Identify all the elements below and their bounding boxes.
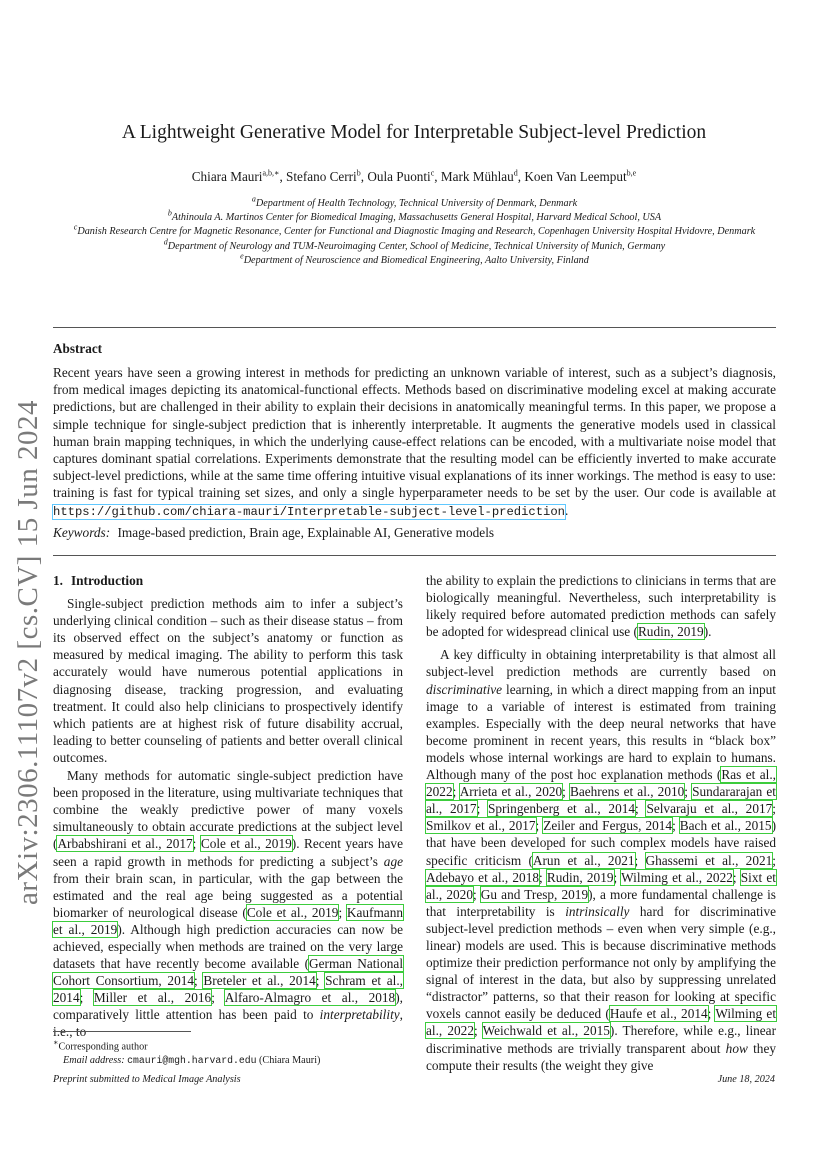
affiliation-text: Athinoula A. Martinos Center for Biomedical Imaging, Massachusetts General Hospital, Harvard Medical School, USA	[171, 212, 662, 224]
body-text: ;	[772, 852, 776, 868]
citation-link[interactable]: Ghassemi et al., 2021	[645, 852, 773, 868]
body-text: ;	[194, 973, 204, 989]
emphasis-text: interpretability	[319, 1007, 400, 1023]
body-text: Many methods for automatic single-subject prediction have been proposed in the literature, using multivariate techniques that combine the weakly predictive power of many voxels simultaneously to obtain accurate predictions at the subject level (	[53, 768, 403, 852]
body-text: they compute their results (the weight they give	[426, 1040, 777, 1073]
affiliation	[62, 208, 767, 225]
body-text: ;	[635, 801, 647, 817]
footer-date: June 18, 2024	[717, 1074, 775, 1085]
footnote-corresponding: Corresponding author	[58, 1041, 148, 1053]
affiliation	[62, 251, 767, 268]
body-text: ;	[535, 818, 544, 834]
affiliation-list	[62, 194, 767, 268]
citation-link[interactable]: Schram et al., 2014	[53, 973, 403, 1006]
body-text: ;	[672, 818, 680, 834]
body-text: ;	[192, 836, 201, 852]
footnote	[53, 1036, 413, 1068]
footnote-rule	[53, 1031, 191, 1032]
body-text: ;	[539, 869, 547, 885]
citation-link[interactable]: Sundararajan et al., 2017	[426, 784, 776, 817]
citation-link[interactable]: Miller et al., 2016	[93, 990, 212, 1006]
author-name: Chiara Mauri	[191, 169, 263, 184]
affiliation-mark: e	[240, 251, 244, 261]
author-list: Chiara Mauri$^{a,b,∗}$, Stefano Cerri$^b$, Oula Puonti$^c$, Mark Mühlau$^d$, Koen Van Leemput$^{b,e}$	[191, 168, 637, 184]
emphasis-text: age	[383, 853, 403, 869]
body-text: ).	[703, 624, 712, 640]
abstract-bottom-rule	[53, 555, 776, 556]
body-text: the ability to explain the predictions to clinicians in terms that are biologically meaningful. Nevertheless, such interpretability is likely required before automated prediction methods can safely be adopted for widespread clinical use (	[426, 573, 776, 640]
citation-link[interactable]: Cole et al., 2019	[200, 836, 292, 852]
author-affiliation-mark: b,e	[626, 168, 637, 178]
body-text: A key difficulty in obtaining interpretability is that almost all subject-level prediction methods are currently based on	[426, 647, 776, 680]
citation-link[interactable]: Springenberg et al., 2014	[488, 801, 636, 817]
citation-link[interactable]: Cole et al., 2019	[246, 904, 339, 920]
keywords-text: Image-based prediction, Brain age, Explainable AI, Generative models	[117, 525, 495, 540]
author-name: Koen Van Leemput	[524, 169, 627, 184]
abstract-top-rule	[53, 327, 776, 328]
body-text: ;	[772, 801, 776, 817]
footnote-email[interactable]: cmauri@mgh.harvard.edu	[127, 1055, 257, 1067]
citation-link[interactable]: Bach et al., 2015	[679, 818, 772, 834]
body-text: ), comparatively little attention has been paid to	[53, 990, 403, 1023]
citation-link[interactable]: Baehrens et al., 2010	[569, 784, 685, 800]
affiliation	[62, 237, 767, 254]
author-affiliation-mark: b	[356, 168, 361, 178]
citation-link[interactable]: German National Cohort Consortium, 2014	[53, 956, 404, 989]
body-text: , i.e., to	[53, 1007, 403, 1040]
author-affiliation-mark: d	[513, 168, 518, 178]
body-text: ;	[79, 990, 94, 1006]
author-affiliation-mark: a,b,∗	[262, 168, 280, 178]
citation-link[interactable]: Wilming et al., 2022	[426, 1006, 777, 1039]
body-text: ;	[732, 869, 741, 885]
body-text: ;	[472, 886, 481, 902]
affiliation-text: Department of Neurology and TUM-Neuroimaging Center, School of Medicine, Technical University of Munich, Germany	[167, 240, 666, 252]
citation-link[interactable]: Adebayo et al., 2018	[426, 869, 539, 885]
body-text: ), a more fundamental challenge is that interpretability is	[426, 886, 776, 919]
author-name: Stefano Cerri	[286, 169, 357, 184]
body-text: from their brain scan, in particular, with the gap between the estimated and the real age being suggested as a potential biomarker of neurological disease (	[53, 870, 403, 920]
citation-link[interactable]: Arun et al., 2021	[532, 852, 635, 868]
paper-title: A Lightweight Generative Model for Interpretable Subject-level Prediction	[121, 122, 707, 143]
affiliation-mark: b	[167, 208, 172, 218]
abstract-end: .	[564, 502, 569, 518]
citation-link[interactable]: Zeiler and Fergus, 2014	[543, 818, 673, 834]
body-text: ;	[473, 1023, 483, 1039]
code-url-link[interactable]: https://github.com/chiara-mauri/Interpretable-subject-level-prediction	[53, 504, 565, 519]
paragraph	[426, 572, 776, 640]
author-name: Oula Puonti	[367, 169, 431, 184]
section-number: 1.	[53, 573, 63, 588]
citation-link[interactable]: Haufe et al., 2014	[609, 1006, 708, 1022]
affiliation-mark: a	[251, 194, 256, 204]
left-column-paragraphs	[53, 595, 403, 1040]
citation-link[interactable]: Ras et al., 2022	[426, 767, 776, 800]
affiliation-text: Danish Research Centre for Magnetic Resonance, Center for Functional and Diagnostic Imaging and Research, Copenhagen University Hospital Hvidovre, Denmark	[77, 226, 756, 238]
right-column	[426, 572, 776, 1074]
body-text: ). Therefore, while e.g., linear discriminative methods are trivially transparent about	[426, 1023, 777, 1056]
body-text: Single-subject prediction methods aim to infer a subject’s underlying clinical condition – such as their disease status – from its observed effect on the subject’s anatomy or function as measured by medical imaging. The ability to perform this task accurately would have numerous potential applications in diagnosing disease, tracking progression, and evaluating treatment. It could also help clinicians to prospectively identify which patients are at highest risk of future disability accrual, leading to better counseling of patients and better overall clinical outcomes.	[53, 596, 403, 765]
body-text: ;	[562, 784, 570, 800]
body-text: learning, in which a direct mapping from an input image to a variable of interest is estimated from training examples. Especially with the deep neural networks that have become prominent in recent years, this results in “black box” models whose internal workings are hard to explain to humans. Although many of the post hoc explanation methods (	[426, 681, 776, 783]
affiliation-mark: d	[163, 237, 168, 247]
footnote-email-label: Email address:	[63, 1055, 125, 1067]
left-column	[53, 572, 403, 1041]
keywords-label: Keywords:	[53, 525, 111, 540]
abstract-text: Recent years have seen a growing interest in methods for predicting an unknown variable of interest, such as a subject’s diagnosis, from medical images depicting its anatomical-functional effects. Methods based on discriminative modeling excel at making accurate predictions, but are challenged in their ability to explain their decisions in anatomically meaningful terms. In this paper, we propose a simple technique for single-subject prediction that is inherently interpretable. It augments the generative models used in classical human brain mapping techniques, in which the underlying cause-effect relations can be encoded, with a multivariate noise model that captures dominant spatial correlations. Experiments demonstrate that the resulting model can be efficiently inverted to make accurate subject-level predictions, while at the same time offering intuitive visual explanations of its inner workings. The method is easy to use: training is fast for typical training set sizes, and only a single hyperparameter needs to be set by the user. Our code is available at	[53, 365, 776, 501]
footnote-name: (Chiara Mauri)	[259, 1055, 321, 1067]
keywords	[53, 525, 776, 541]
right-column-paragraphs	[426, 572, 776, 1074]
footer-venue: Preprint submitted to Medical Image Analysis	[53, 1074, 241, 1085]
affiliation-mark: c	[73, 223, 78, 233]
body-text: ;	[452, 784, 460, 800]
citation-link[interactable]: Wilming et al., 2022	[621, 869, 733, 885]
body-text: ) that have been developed for such complex models have raised specific criticism (	[426, 818, 776, 868]
citation-link[interactable]: Sixt et al., 2020	[426, 869, 776, 902]
citation-link[interactable]: Arrieta et al., 2020	[459, 784, 563, 800]
body-text: ;	[684, 784, 693, 800]
citation-link[interactable]: Rudin, 2019	[546, 869, 614, 885]
footnote-mark: ∗	[53, 1038, 59, 1047]
emphasis-text: discriminative	[426, 681, 503, 697]
body-text: hard for discriminative subject-level prediction methods – even when very simple (e.g., linear) models are used. This is because discriminative methods optimize their prediction performance not only by amplifying the signal of interest in the data, but also by suppressing unrelated “distractor” patterns, so that their reason for looking at specific voxels cannot easily be deduced (	[426, 903, 777, 1022]
body-text: ;	[315, 973, 326, 989]
citation-link[interactable]: Rudin, 2019	[637, 624, 704, 640]
citation-link[interactable]: Alfaro-Almagro et al., 2018	[224, 990, 396, 1006]
citation-link[interactable]: Smilkov et al., 2017	[426, 818, 536, 834]
paragraph	[53, 767, 403, 1041]
paragraph	[53, 595, 403, 766]
author-name: Mark Mühlau	[440, 169, 514, 184]
body-text: ;	[707, 1006, 716, 1022]
body-text: ). Recent years have seen a rapid growth in methods for predicting a subject’s	[53, 836, 403, 869]
body-text: ;	[211, 990, 225, 1006]
emphasis-text: intrinsically	[565, 903, 630, 919]
arxiv-identifier: arXiv:2306.11107v2 [cs.CV] 15 Jun 2024	[12, 400, 44, 905]
affiliation-text: Department of Neuroscience and Biomedical Engineering, Aalto University, Finland	[243, 254, 589, 266]
citation-link[interactable]: Weichwald et al., 2015	[482, 1023, 610, 1039]
citation-link[interactable]: Breteler et al., 2014	[203, 973, 316, 989]
body-text: ;	[634, 852, 646, 868]
section-title: Introduction	[70, 573, 144, 588]
citation-link[interactable]: Selvaraju et al., 2017	[646, 801, 773, 817]
emphasis-text: how	[725, 1040, 748, 1056]
body-text: ;	[476, 801, 488, 817]
author-affiliation-mark: c	[430, 168, 435, 178]
body-text: ;	[338, 904, 347, 920]
paragraph	[426, 646, 776, 1073]
abstract-body	[53, 364, 776, 521]
section-heading-introduction	[53, 572, 403, 589]
abstract-heading: Abstract	[53, 341, 103, 356]
body-text: ;	[613, 869, 622, 885]
affiliation-text: Department of Health Technology, Technical University of Denmark, Denmark	[255, 198, 578, 209]
citation-link[interactable]: Gu and Tresp, 2019	[480, 886, 589, 902]
citation-link[interactable]: Kaufmann et al., 2019	[53, 904, 403, 937]
citation-link[interactable]: Arbabshirani et al., 2017	[57, 836, 193, 852]
body-text: ). Although high prediction accuracies can now be achieved, especially when methods are trained on the very large datasets that have recently become available (	[53, 921, 403, 972]
